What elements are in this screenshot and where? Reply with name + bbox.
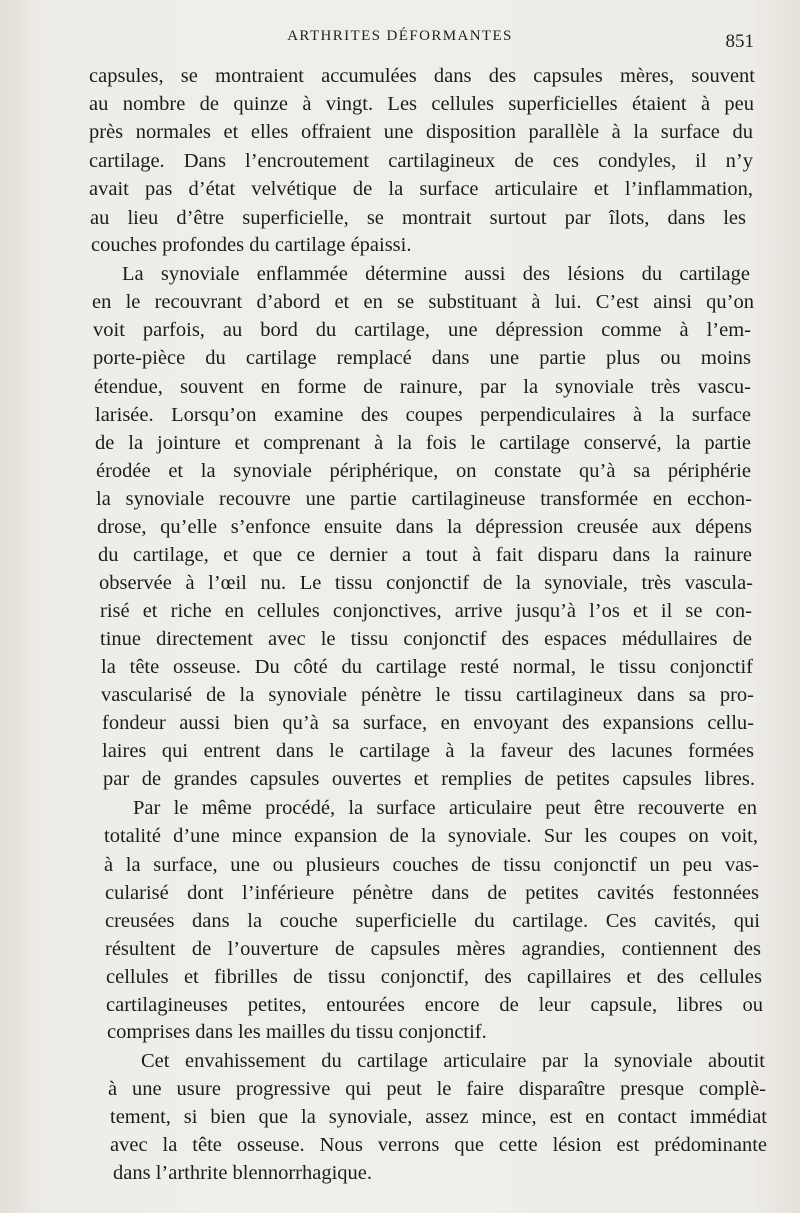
text-line: creusées dans la couche superficielle du cartilage. Ces cavités, qui bbox=[105, 910, 760, 932]
text-line: voit parfois, au bord du cartilage, une dépression comme à l’em- bbox=[93, 319, 751, 341]
text-line: fondeur aussi bien qu’à sa surface, en envoyant des expansions cellu- bbox=[102, 712, 754, 734]
text-line: dans l’arthrite blennorrhagique. bbox=[113, 1162, 373, 1184]
text-line: couches profondes du cartilage épaissi. bbox=[91, 234, 412, 256]
text-line: comprises dans les mailles du tissu conjonctif. bbox=[107, 1021, 487, 1043]
text-line: observée à l’œil nu. Le tissu conjonctif de la synoviale, très vascula- bbox=[99, 572, 753, 594]
text-line: de la jointure et comprenant à la fois le cartilage conservé, la partie bbox=[95, 432, 751, 454]
text-line: capsules, se montraient accumulées dans des capsules mères, souvent bbox=[89, 65, 755, 87]
text-line: risé et riche en cellules conjonctives, arrive jusqu’à l’os et il se con- bbox=[100, 600, 752, 622]
running-title: ARTHRITES DÉFORMANTES bbox=[287, 28, 513, 44]
text-line: avait pas d’état velvétique de la surface articulaire et l’inflammation, bbox=[89, 178, 753, 200]
text-line: à la surface, une ou plusieurs couches de tissu conjonctif un peu vas- bbox=[104, 854, 759, 876]
text-line: Par le même procédé, la surface articulaire peut être recouverte en bbox=[133, 797, 757, 819]
text-line: en le recouvrant d’abord et en se substituant à lui. C’est ainsi qu’on bbox=[92, 291, 754, 313]
text-line: laires qui entrent dans le cartilage à la faveur des lacunes formées bbox=[102, 740, 754, 762]
text-line: par de grandes capsules ouvertes et remplies de petites capsules libres. bbox=[103, 768, 755, 790]
text-line: porte-pièce du cartilage remplacé dans une partie plus ou moins bbox=[93, 347, 751, 369]
text-line: tement, si bien que la synoviale, assez mince, est en contact immédiat bbox=[110, 1106, 767, 1128]
text-line: résultent de l’ouverture de capsules mères agrandies, contiennent des bbox=[105, 938, 761, 960]
text-line: cularisé dont l’inférieure pénètre dans de petites cavités festonnées bbox=[105, 882, 759, 904]
text-line: cartilage. Dans l’encroutement cartilagineux de ces condyles, il n’y bbox=[89, 150, 753, 172]
text-line: cartilagineuses petites, entourées encore de leur capsule, libres ou bbox=[106, 994, 763, 1016]
text-line: érodée et la synoviale périphérique, on constate qu’à sa périphérie bbox=[96, 460, 751, 482]
text-line: au nombre de quinze à vingt. Les cellules superficielles étaient à peu bbox=[89, 93, 754, 115]
text-line: au lieu d’être superficielle, se montrait surtout par îlots, dans les bbox=[90, 207, 746, 229]
text-line: tinue directement avec le tissu conjonctif des espaces médullaires de bbox=[100, 628, 752, 650]
text-line: à une usure progressive qui peut le faire disparaître presque complè- bbox=[108, 1078, 766, 1100]
page-number: 851 bbox=[725, 31, 754, 52]
text-line: étendue, souvent en forme de rainure, par la synoviale très vascu- bbox=[94, 376, 751, 398]
text-line: du cartilage, et que ce dernier a tout à fait disparu dans la rainure bbox=[98, 544, 752, 566]
text-line: larisée. Lorsqu’on examine des coupes perpendiculaires à la surface bbox=[95, 404, 751, 426]
text-line: vascularisé de la synoviale pénètre le tissu cartilagineux dans sa pro- bbox=[101, 684, 754, 706]
text-line: La synoviale enflammée détermine aussi des lésions du cartilage bbox=[122, 263, 750, 285]
text-line: Cet envahissement du cartilage articulaire par la synoviale aboutit bbox=[141, 1050, 765, 1072]
text-line: totalité d’une mince expansion de la synoviale. Sur les coupes on voit, bbox=[104, 825, 758, 847]
running-head bbox=[0, 28, 800, 58]
text-line: drose, qu’elle s’enfonce ensuite dans la dépression creusée aux dépens bbox=[97, 516, 752, 538]
text-line: cellules et fibrilles de tissu conjonctif, des capillaires et des cellules bbox=[106, 966, 762, 988]
text-line: près normales et elles offraient une disposition parallèle à la surface du bbox=[89, 121, 753, 143]
text-line: la synoviale recouvre une partie cartilagineuse transformée en ecchon- bbox=[96, 488, 752, 510]
text-line: avec la tête osseuse. Nous verrons que cette lésion est prédominante bbox=[110, 1134, 767, 1156]
text-line: la tête osseuse. Du côté du cartilage resté normal, le tissu conjonctif bbox=[101, 656, 753, 678]
